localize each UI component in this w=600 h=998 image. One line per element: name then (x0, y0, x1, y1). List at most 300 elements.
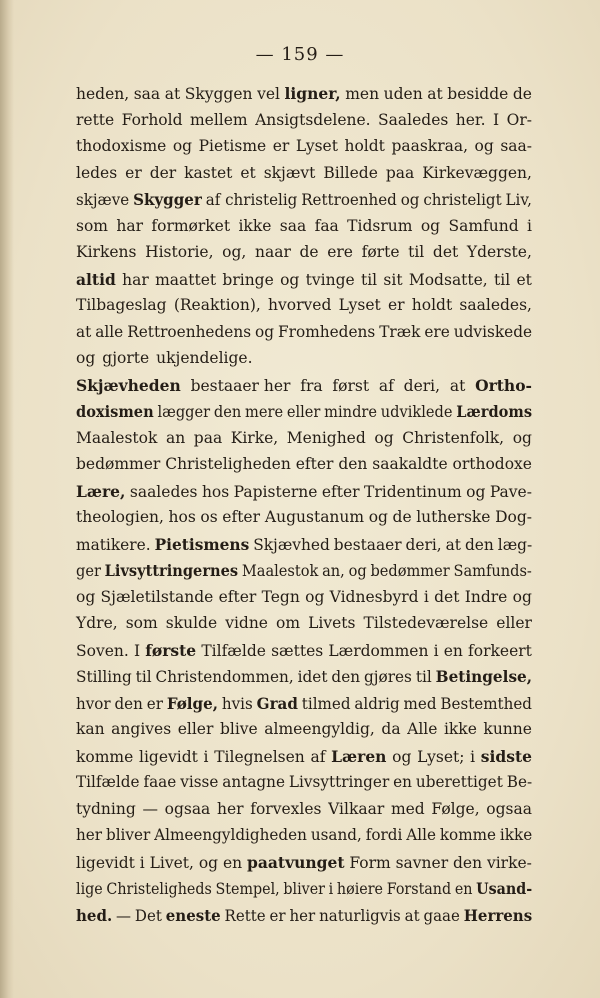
word: og (255, 322, 275, 341)
word: blive (219, 720, 258, 738)
word: mindre (324, 403, 378, 421)
word: tvinge (305, 270, 355, 289)
word: de (512, 85, 532, 103)
word: til (135, 668, 152, 686)
text-line (76, 137, 532, 164)
word: Menighed (286, 428, 366, 447)
word: Skjævheden (76, 375, 181, 395)
word: naturligvis (319, 906, 401, 925)
word: Stempel, (215, 880, 280, 898)
text-line (76, 376, 532, 403)
word: Usand- (476, 879, 533, 898)
word: ledes (76, 163, 118, 182)
word: almeengyldig, (264, 720, 375, 738)
word: da (381, 720, 401, 738)
text-line (76, 455, 532, 482)
word: hed. (76, 905, 113, 925)
word: ligner, (284, 84, 341, 103)
word: og (392, 747, 412, 766)
word: den (213, 403, 242, 421)
word: (Reaktion), (173, 296, 261, 314)
word: heden, (76, 85, 130, 103)
word: rette (76, 110, 115, 129)
word: skjæve (76, 191, 130, 209)
word: bestaaer (333, 535, 402, 554)
word: hvor (76, 694, 111, 713)
word: savner (395, 853, 449, 872)
word: usand, (310, 826, 362, 844)
word: Ydre, (76, 614, 118, 632)
word: saa- (500, 137, 532, 155)
word: den (453, 853, 483, 872)
word: en (222, 853, 243, 872)
word: altid (76, 269, 116, 289)
word: Yderste, (466, 243, 532, 261)
word: Livsyttringernes (104, 561, 239, 580)
word: efter (218, 587, 257, 606)
word: først (332, 376, 370, 395)
text-line (76, 190, 532, 217)
word: theologien, (76, 508, 164, 526)
word: Tilbageslag (76, 296, 167, 314)
word: og (368, 508, 388, 526)
word: de (299, 243, 319, 261)
word: Pave- (489, 482, 532, 501)
word: Lyset; (417, 747, 465, 766)
word: er (387, 296, 405, 314)
word: deri, (403, 376, 441, 395)
word: et (516, 270, 532, 289)
word: Christendommen, (155, 668, 294, 686)
word: Maalestok (76, 428, 158, 447)
word: Rettroenhedens (127, 322, 252, 341)
word: den (331, 668, 361, 686)
text-line (76, 508, 532, 535)
word: fordi (365, 826, 403, 844)
word: Lærdommen (328, 641, 429, 660)
word: matikere. (76, 535, 151, 554)
text-line (76, 111, 532, 138)
word: Følge, (431, 799, 480, 818)
word: bedømmer (76, 455, 161, 473)
word: ikke (499, 826, 533, 844)
word: aldrig (354, 694, 400, 713)
word: Skygger (133, 190, 202, 209)
word: — (142, 799, 158, 818)
text-line (76, 217, 532, 244)
word: efter (295, 455, 334, 473)
word: Ansigtsdelene. (255, 110, 371, 129)
word: paa (385, 163, 415, 182)
word: Stilling (76, 668, 132, 686)
word: at (164, 85, 181, 103)
word: vel (257, 85, 280, 103)
word: sættes (271, 641, 324, 660)
word: alle (95, 322, 124, 341)
word: de (392, 508, 412, 526)
word: Skyggen (184, 85, 253, 103)
text-line (76, 800, 532, 827)
word: Lyset (338, 296, 381, 314)
word: angives (111, 720, 172, 738)
word: med (403, 694, 437, 713)
word: Forstand (386, 880, 452, 898)
word: ligevidt (138, 747, 198, 766)
word: Samfunds- (453, 562, 532, 580)
text-line (76, 164, 532, 191)
word: som (125, 614, 158, 632)
word: Kirkevæggen, (422, 163, 532, 182)
word: men (345, 85, 380, 103)
word: her (289, 906, 316, 925)
word: og (172, 137, 193, 155)
word: Indre (464, 587, 508, 606)
text-line (76, 429, 532, 456)
word: i (470, 747, 476, 766)
word: faa (314, 216, 339, 235)
word: Ortho- (475, 375, 532, 395)
word: har (122, 270, 149, 289)
word: eller (286, 403, 321, 421)
word: bedømmer (370, 562, 450, 580)
word: og (348, 562, 367, 580)
word: forkeert (468, 641, 532, 660)
word: uden (383, 85, 423, 103)
word: lægger (157, 403, 211, 421)
word: her. (455, 110, 486, 129)
word: til (494, 270, 511, 289)
word: faae (143, 773, 177, 791)
word: Bestemthed (440, 694, 532, 713)
word: komme (439, 826, 497, 844)
text-line (76, 614, 532, 641)
word: lutherske (416, 508, 491, 526)
word: og (400, 191, 420, 209)
word: hvorved (268, 296, 332, 314)
word: det (432, 243, 459, 261)
word: Tridentinum (364, 482, 462, 501)
word: Læren (331, 746, 387, 766)
word: bliver (283, 880, 325, 898)
word: Pietisme (198, 137, 267, 155)
word: den (464, 535, 494, 554)
word: Skjævhed (253, 535, 330, 554)
word: en (393, 773, 412, 791)
word: Samfund (448, 216, 519, 235)
word: Alle (406, 826, 436, 844)
word: Tegn (261, 587, 300, 606)
word: sidste (480, 746, 532, 766)
word: lige (76, 880, 103, 898)
word: Saaledes (378, 110, 449, 129)
text-line (76, 667, 532, 694)
word: og (305, 587, 325, 606)
word: an, (322, 562, 345, 580)
word: Historie, (145, 243, 214, 261)
word: gaae (423, 906, 460, 925)
word: ere (327, 243, 353, 261)
word: Almeengyldigheden (154, 826, 307, 844)
word: til (360, 270, 378, 289)
word: at (76, 322, 92, 341)
word: Papisterne (233, 482, 318, 501)
word: Liv, (505, 191, 532, 209)
word: Be- (506, 773, 533, 791)
word: første (145, 640, 197, 660)
word: Livets (308, 614, 356, 632)
word: er (272, 137, 290, 155)
word: har (116, 216, 143, 235)
word: er (269, 906, 286, 925)
word: Christeligheds (106, 880, 212, 898)
word: Kirke, (230, 428, 279, 447)
word: orthodoxe (452, 455, 532, 473)
word: ere (424, 322, 450, 341)
word: mere (245, 403, 284, 421)
word: gjorte (102, 349, 150, 367)
text-line (76, 906, 532, 933)
text-line (76, 773, 532, 800)
word: christeligt (423, 191, 502, 209)
word: thodoxisme (76, 137, 167, 155)
word: Forhold (121, 110, 183, 129)
text-line (76, 747, 532, 774)
word: Christenfolk, (402, 428, 505, 447)
word: Form (349, 853, 391, 872)
word: saakaldte (372, 455, 448, 473)
word: af christelig (205, 191, 298, 209)
word: er (125, 163, 142, 182)
word: af (378, 376, 394, 395)
word: om (276, 614, 301, 632)
word: I (493, 110, 500, 129)
word: udviskede (453, 322, 533, 341)
word: fra (300, 376, 323, 395)
word: der (149, 163, 177, 182)
word: komme (76, 747, 134, 766)
word: Følge, (166, 693, 218, 713)
word: og (420, 216, 441, 235)
word: forvexles (250, 799, 322, 818)
word: Alle (407, 720, 438, 738)
word: Vidnesbyrd (329, 587, 419, 606)
word: at (449, 376, 466, 395)
text-line (76, 694, 532, 721)
word: Rettroenhed (301, 191, 397, 209)
word: an (165, 428, 186, 447)
word: Lyset (295, 137, 338, 155)
word: høiere (336, 880, 384, 898)
word: besidde (447, 85, 509, 103)
word: og (512, 428, 532, 447)
word: Det (134, 906, 162, 925)
word: tilmed (301, 694, 351, 713)
word: idet (297, 668, 328, 686)
text-line (76, 323, 532, 350)
word: Grad (256, 693, 298, 713)
word: eller (177, 720, 214, 738)
word: udviklede (380, 403, 453, 421)
word: kastet (184, 163, 233, 182)
word: saaledes, (459, 296, 532, 314)
word: bestaaer her (190, 376, 291, 395)
word: Livsyttringer (288, 773, 390, 791)
word: vidne (225, 614, 268, 632)
word: Or- (506, 110, 532, 129)
text-line (76, 270, 532, 297)
word: et (240, 163, 256, 182)
word: den (338, 455, 368, 473)
text-line (76, 720, 532, 747)
word: Modsatte, (408, 270, 488, 289)
word: skjævt (263, 163, 316, 182)
word: som (76, 216, 108, 235)
word: saaledes (129, 482, 198, 501)
text-line (76, 588, 532, 615)
word: hvis (221, 694, 253, 713)
word: Tilstedeværelse (363, 614, 489, 632)
word: her (76, 826, 103, 844)
word: paa (193, 428, 223, 447)
word: førte (361, 243, 400, 261)
word: Lærdoms (456, 402, 533, 421)
word: den (114, 694, 143, 713)
word: og (374, 428, 394, 447)
word: til (408, 243, 425, 261)
word: Livet, (149, 853, 194, 872)
word: i (433, 641, 439, 660)
word: Maalestok (241, 562, 319, 580)
word: og (466, 482, 486, 501)
word: Tilegnelsen (214, 747, 305, 766)
word: gjøres (364, 668, 412, 686)
word: holdt (344, 137, 385, 155)
word: er (146, 694, 163, 713)
word: Lære, (76, 481, 126, 501)
word: Tidsrum (347, 216, 413, 235)
word: hos (201, 482, 230, 501)
page-gutter-shadow (0, 0, 14, 998)
word: doxismen (76, 402, 154, 421)
word: saa (279, 216, 307, 235)
text-line (76, 243, 532, 270)
word: og (474, 137, 494, 155)
text-line (76, 84, 532, 111)
word: at (404, 906, 420, 925)
word: en (443, 641, 463, 660)
word: tydning (76, 799, 136, 818)
word: Tilfælde (76, 773, 140, 791)
word: og (280, 270, 300, 289)
text-line (76, 349, 532, 376)
text-line (76, 879, 532, 906)
word: kan (76, 720, 105, 738)
word: at (445, 535, 461, 554)
word: ger (76, 562, 101, 580)
word: efter (321, 482, 360, 501)
word: læg- (497, 535, 533, 554)
word: Dog- (495, 508, 532, 526)
word: Sjæletilstande (100, 587, 214, 606)
word: Pietismens (154, 534, 250, 554)
word: Christeligheden (165, 455, 291, 473)
word: deri, (405, 535, 442, 554)
word: og, (222, 243, 247, 261)
text-line (76, 561, 532, 588)
word: at (427, 85, 443, 103)
word: Vilkaar (328, 799, 385, 818)
word: bringe (222, 270, 274, 289)
word: i (328, 880, 334, 898)
word: efter Augustanum (222, 508, 365, 526)
text-line (76, 826, 532, 853)
word: her (216, 799, 244, 818)
word: kunne (483, 720, 532, 738)
word: sit (383, 270, 403, 289)
word: og (76, 587, 96, 606)
word: ukjendelige. (156, 349, 253, 367)
word: i (139, 853, 145, 872)
word: mellem (189, 110, 248, 129)
word: bliver (105, 826, 151, 844)
word: eneste (165, 905, 221, 925)
word: i (423, 587, 429, 606)
word: Kirkens (76, 243, 137, 261)
word: ligevidt (76, 853, 135, 872)
word: paatvunget (246, 852, 345, 872)
word: Tilfælde (201, 641, 266, 660)
word: ikke (443, 720, 477, 738)
text-line (76, 402, 532, 429)
word: i (203, 747, 209, 766)
word: Herrens (463, 905, 533, 925)
word: saa (133, 85, 161, 103)
word: uberettiget (415, 773, 503, 791)
word: hos (168, 508, 196, 526)
word: visse (180, 773, 219, 791)
word: naar (254, 243, 291, 261)
word: i (527, 216, 532, 235)
word: Træk (379, 322, 421, 341)
page-number: — 159 — (255, 44, 345, 65)
word: til (415, 668, 432, 686)
word: maattet (155, 270, 217, 289)
word: I (133, 641, 141, 660)
word: paaskraa, (391, 137, 469, 155)
word: det (434, 587, 460, 606)
text-line (76, 535, 532, 562)
word: ikke (238, 216, 272, 235)
word: med (390, 799, 425, 818)
word: en (454, 880, 473, 898)
word: ogsaa (164, 799, 211, 818)
word: Soven. (76, 641, 129, 660)
word: os (200, 508, 218, 526)
word: og (76, 349, 96, 367)
word: Betingelse, (435, 667, 533, 686)
word: eller (496, 614, 532, 632)
word: Fromhedens (278, 322, 376, 341)
text-line (76, 641, 532, 668)
text-line (76, 853, 532, 880)
word: ogsaa (486, 799, 532, 818)
word: Billede (323, 163, 378, 182)
word: virke- (486, 853, 532, 872)
word: og (198, 853, 219, 872)
word: holdt (411, 296, 453, 314)
word: antagne (222, 773, 285, 791)
text-line (76, 296, 532, 323)
